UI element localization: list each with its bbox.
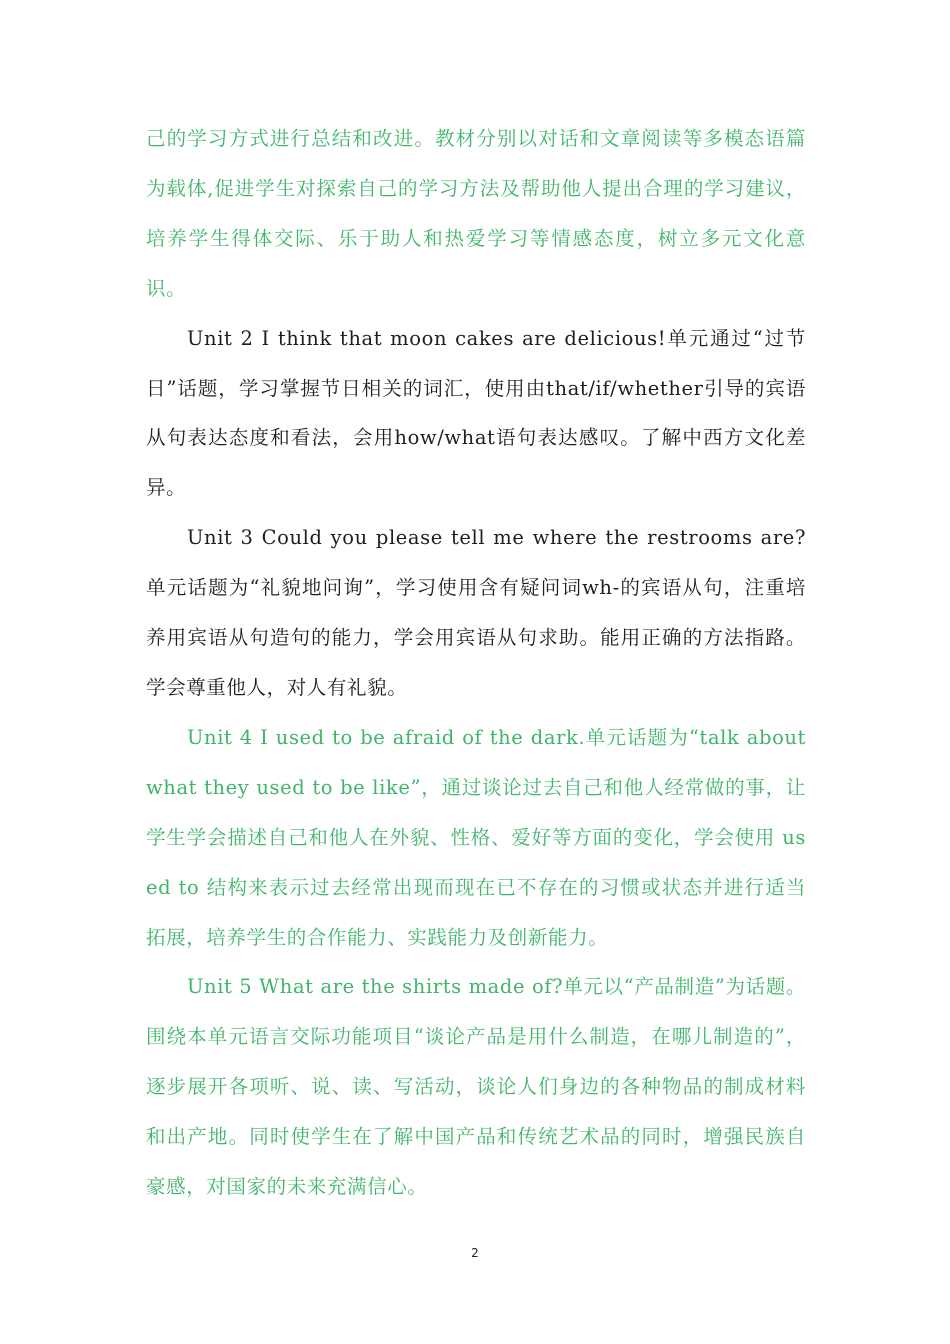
- paragraph-unit-2: Unit 2 I think that moon cakes are delicious!单元通过“过节日”话题，学习掌握节日相关的词汇，使用由that/if/whether引导的宾语从句表达态度和看法，会用how/what语句表达感叹。了解中西方文化差异。: [146, 326, 806, 500]
- paragraph-unit-3: Unit 3 Could you please tell me where the restrooms are?单元话题为“礼貌地问询”，学习使用含有疑问词wh-的宾语从句，注重培养用宾语从句造句的能力，学会用宾语从句求助。能用正确的方法指路。学会尊重他人，对人有礼貌。: [146, 526, 806, 699]
- document-body: [146, 114, 806, 1212]
- paragraph-learning-methods-summary: 己的学习方式进行总结和改进。教材分别以对话和文章阅读等多模态语篇为载体,促进学生对探索自己的学习方法及帮助他人提出合理的学习建议，培养学生得体交际、乐于助人和热爱学习等情感态度，树立多元文化意识。: [146, 127, 806, 300]
- page-number: 2: [471, 1246, 479, 1260]
- paragraph-unit-5: Unit 5 What are the shirts made of?单元以“产品制造”为话题。围绕本单元语言交际功能项目“谈论产品是用什么制造，在哪儿制造的”，逐步展开各项听、说、读、写活动，谈论人们身边的各种物品的制成材料和出产地。同时使学生在了解中国产品和传统艺术品的同时，增强民族自豪感，对国家的未来充满信心。: [146, 975, 806, 1199]
- paragraph-unit-4: Unit 4 I used to be afraid of the dark.单元话题为“talk about what they used to be like”，通过谈论过去自己和他人经常做的事，让学生学会描述自己和他人在外貌、性格、爱好等方面的变化，学会使用 used to 结构来表示过去经常出现而现在已不存在的习惯或状态并进行适当拓展，培养学生的合作能力、实践能力及创新能力。: [146, 725, 806, 949]
